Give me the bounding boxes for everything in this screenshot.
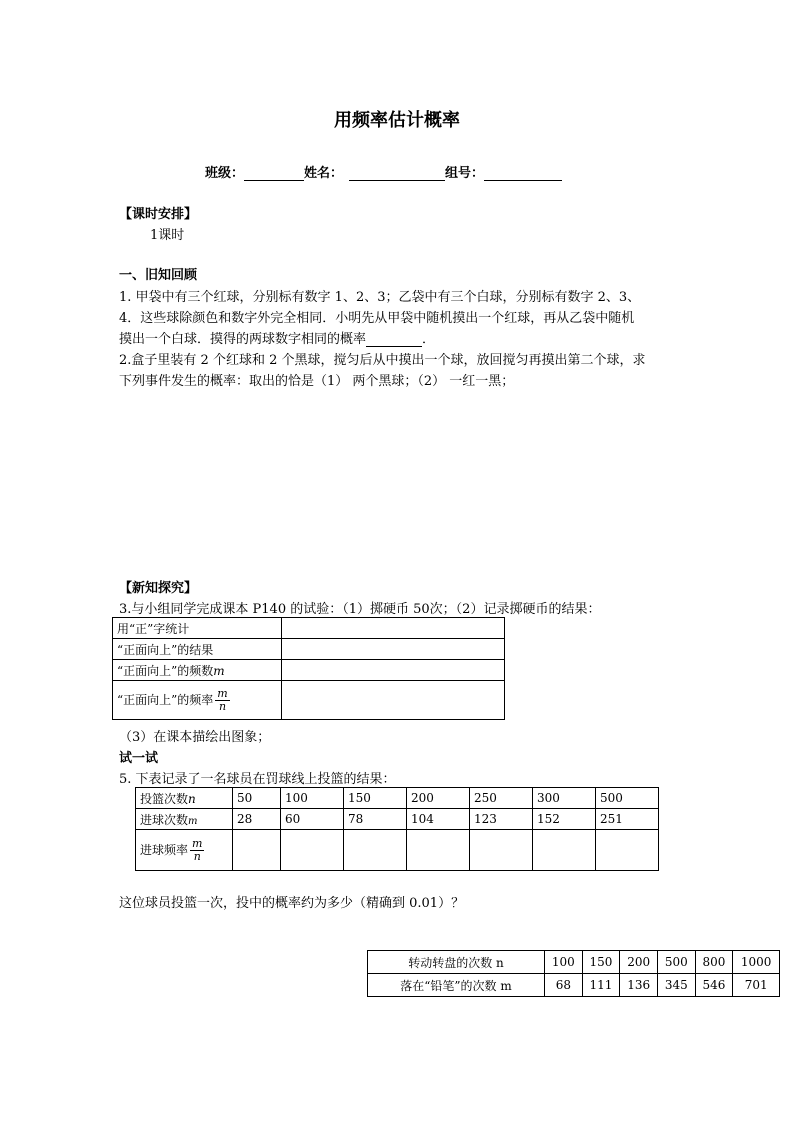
hits-cell: 136 xyxy=(620,974,658,997)
shots-cell: 250 xyxy=(469,788,532,809)
n-symbol: n xyxy=(188,791,196,806)
coin-row-label xyxy=(113,681,282,720)
review-q1-line1: 1. 甲袋中有三个红球，分别标有数字 1、2、3；乙袋中有三个白球，分别标有数字 2、3、 xyxy=(119,290,641,305)
coin-row-label: 用“正”字统计 xyxy=(113,618,282,639)
rate-cell-empty xyxy=(343,830,406,871)
m-symbol: m xyxy=(188,815,198,827)
spinner-table xyxy=(367,950,780,997)
review-q1-line2: 4．这些球除颜色和数字外完全相同．小明先从甲袋中随机摸出一个红球，再从乙袋中随机 xyxy=(119,311,635,326)
spins-cell: 100 xyxy=(545,951,583,974)
page-title: 用频率估计概率 xyxy=(334,110,460,131)
hits-label: 落在“铅笔”的次数 m xyxy=(368,974,545,997)
fraction-denominator: n xyxy=(193,849,201,863)
coin-row-label: “正面向上”的结果 xyxy=(113,639,282,660)
rate-cell-empty xyxy=(233,830,281,871)
rate-cell-empty xyxy=(595,830,658,871)
table-row xyxy=(368,974,780,997)
schedule-value: 1课时 xyxy=(150,228,185,243)
spins-cell: 200 xyxy=(620,951,658,974)
makes-cell: 251 xyxy=(595,809,658,830)
coin-row-text: “正面向上”的频数 xyxy=(117,663,214,678)
hits-cell: 345 xyxy=(657,974,695,997)
coin-cell-empty xyxy=(282,660,505,681)
coin-cell-empty xyxy=(282,681,505,720)
review-q1-line3 xyxy=(119,328,435,347)
shots-label-text: 投篮次数 xyxy=(140,791,189,806)
makes-cell: 60 xyxy=(280,809,343,830)
review-q1-line3-text: 摸出一个白球．摸得的两球数字相同的概率 xyxy=(119,332,367,347)
fraction-numerator: m xyxy=(217,686,228,700)
fraction-m-over-n xyxy=(215,688,229,713)
explore-q3-part3: （3）在课本描绘出图象； xyxy=(119,730,271,745)
explore-heading: 【新知探究】 xyxy=(119,581,198,596)
makes-label-text: 进球次数 xyxy=(140,812,189,827)
schedule-heading: 【课时安排】 xyxy=(119,207,198,222)
table-row xyxy=(113,681,505,720)
hits-cell: 546 xyxy=(695,974,733,997)
makes-cell: 152 xyxy=(532,809,595,830)
table-row xyxy=(113,660,505,681)
fraction-m-over-n xyxy=(190,838,204,863)
table-row xyxy=(136,809,659,830)
rate-label-text: 进球频率 xyxy=(140,842,189,857)
m-symbol: m xyxy=(213,663,225,678)
hits-cell: 68 xyxy=(545,974,583,997)
rate-cell-empty xyxy=(280,830,343,871)
shots-cell: 50 xyxy=(233,788,281,809)
spins-cell: 500 xyxy=(657,951,695,974)
table-row xyxy=(368,951,780,974)
shots-cell: 100 xyxy=(280,788,343,809)
fraction-denominator: n xyxy=(218,699,227,713)
class-blank xyxy=(244,166,304,181)
explore-q3: 3.与小组同学完成课本 P140 的试验：（1）掷硬币 50次；（2）记录掷硬币的结果： xyxy=(119,602,601,617)
makes-cell: 123 xyxy=(469,809,532,830)
fraction-numerator: m xyxy=(192,836,203,850)
makes-cell: 78 xyxy=(343,809,406,830)
rate-cell-empty xyxy=(406,830,469,871)
hits-cell: 111 xyxy=(582,974,620,997)
group-blank xyxy=(484,166,562,181)
shots-cell: 150 xyxy=(343,788,406,809)
coin-row-label xyxy=(113,660,282,681)
rate-label xyxy=(136,830,233,871)
table-row xyxy=(113,618,505,639)
shots-cell: 200 xyxy=(406,788,469,809)
try-question: 这位球员投篮一次，投中的概率约为多少（精确到 0.01）？ xyxy=(119,896,465,911)
shots-cell: 300 xyxy=(532,788,595,809)
rate-cell-empty xyxy=(532,830,595,871)
table-row xyxy=(113,639,505,660)
try-q5: 5. 下表记录了一名球员在罚球线上投篮的结果： xyxy=(119,772,396,787)
hits-cell: 701 xyxy=(733,974,780,997)
coin-cell-empty xyxy=(282,639,505,660)
try-heading: 试一试 xyxy=(119,751,159,766)
shots-cell: 500 xyxy=(595,788,658,809)
student-info-line xyxy=(205,162,562,181)
review-q2-line2: 下列事件发生的概率：取出的恰是（1） 两个黑球；（2） 一红一黑； xyxy=(119,374,515,389)
name-label: 姓名： xyxy=(304,166,344,181)
coin-cell-empty xyxy=(282,618,505,639)
coin-row-text: “正面向上”的频率 xyxy=(117,692,214,707)
spins-cell: 1000 xyxy=(733,951,780,974)
coin-table xyxy=(112,617,505,720)
review-heading: 一、旧知回顾 xyxy=(119,268,198,283)
group-label: 组号： xyxy=(445,166,485,181)
spins-label: 转动转盘的次数 n xyxy=(368,951,545,974)
table-row xyxy=(136,788,659,809)
review-q1-line3-end: ． xyxy=(422,332,436,347)
answer-blank xyxy=(366,332,422,347)
spins-cell: 800 xyxy=(695,951,733,974)
makes-cell: 28 xyxy=(233,809,281,830)
makes-cell: 104 xyxy=(406,809,469,830)
table-row xyxy=(136,830,659,871)
makes-label xyxy=(136,809,233,830)
name-blank xyxy=(349,166,445,181)
shots-label xyxy=(136,788,233,809)
review-q2-line1: 2.盒子里装有 2 个红球和 2 个黑球，搅匀后从中摸出一个球，放回搅匀再摸出第二个球，求 xyxy=(119,353,646,368)
basketball-table xyxy=(135,787,659,871)
class-label: 班级： xyxy=(205,166,245,181)
rate-cell-empty xyxy=(469,830,532,871)
spins-cell: 150 xyxy=(582,951,620,974)
